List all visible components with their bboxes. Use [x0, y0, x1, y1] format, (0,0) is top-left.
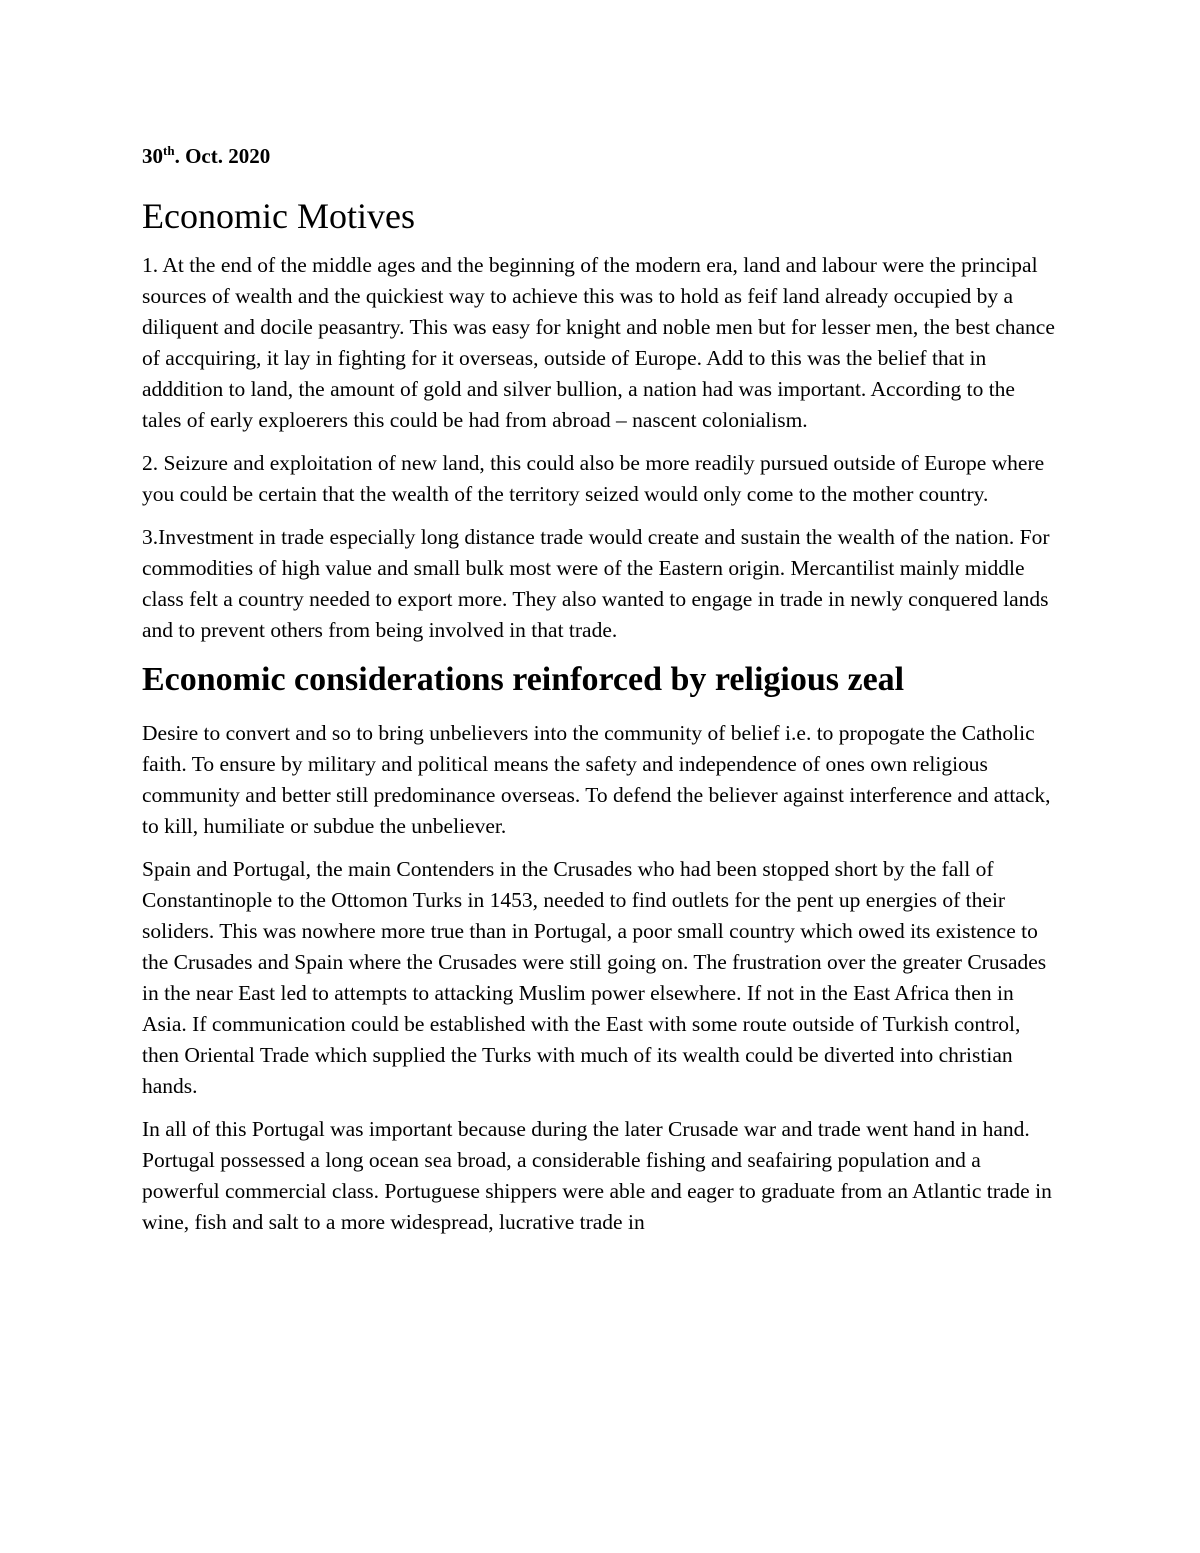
section-heading-economic-motives: Economic Motives [142, 196, 415, 236]
date-rest: . Oct. 2020 [174, 144, 271, 168]
paragraph: Spain and Portugal, the main Contenders in the Crusades who had been stopped short by the fall of Constantinople to the Ottomon Turks in 1453, needed to find outlets for the pent up energies of their soliders. This was nowhere more true than in Portugal, a poor small country which owed its existence to the Crusades and Spain where the Crusades were still going on. The frustration over the greater Crusades in the near East led to attempts to attacking Muslim power elsewhere. If not in the East Africa then in Asia. If communication could be established with the East with some route outside of Turkish control, then Oriental Trade which supplied the Turks with much of its wealth could be diverted into christian hands. [142, 857, 1047, 1098]
paragraph: 2. Seizure and exploitation of new land, this could also be more readily pursued outside of Europe where you could be certain that the wealth of the territory seized would only come to the mother country. [142, 451, 1045, 506]
date-suffix: th [163, 143, 175, 158]
paragraph: Desire to convert and so to bring unbelievers into the community of belief i.e. to propogate the Catholic faith. To ensure by military and political means the safety and independence of ones own religious community and better still predominance overseas. To defend the believer against interference and attack, to kill, humiliate or subdue the unbeliever. [142, 721, 1051, 838]
paragraph: 1. At the end of the middle ages and the beginning of the modern era, land and labour were the principal sources of wealth and the quickiest way to achieve this was to hold as feif land already occupied by a diliquent and docile peasantry. This was easy for knight and noble men but for lesser men, the best chance of accquiring, it lay in fighting for it overseas, outside of Europe. Add to this was the belief that in adddition to land, the amount of gold and silver bullion, a nation had was important. According to the tales of early exploerers this could be had from abroad – nascent colonialism. [142, 253, 1055, 432]
date-day: 30 [142, 144, 163, 168]
section-heading-religious-zeal: Economic considerations reinforced by religious zeal [142, 661, 905, 698]
paragraph: In all of this Portugal was important because during the later Crusade war and trade went hand in hand. Portugal possessed a long ocean sea broad, a considerable fishing and seafairing population and a powerful commercial class. Portuguese shippers were able and eager to graduate from an Atlantic trade in wine, fish and salt to a more widespread, lucrative trade in [142, 1117, 1052, 1234]
document-page [142, 138, 1057, 1250]
document-date [142, 138, 1057, 174]
paragraph: 3.Investment in trade especially long distance trade would create and sustain the wealth of the nation. For commodities of high value and small bulk most were of the Eastern origin. Mercantilist mainly middle class felt a country needed to export more. They also wanted to engage in trade in newly conquered lands and to prevent others from being involved in that trade. [142, 525, 1050, 642]
